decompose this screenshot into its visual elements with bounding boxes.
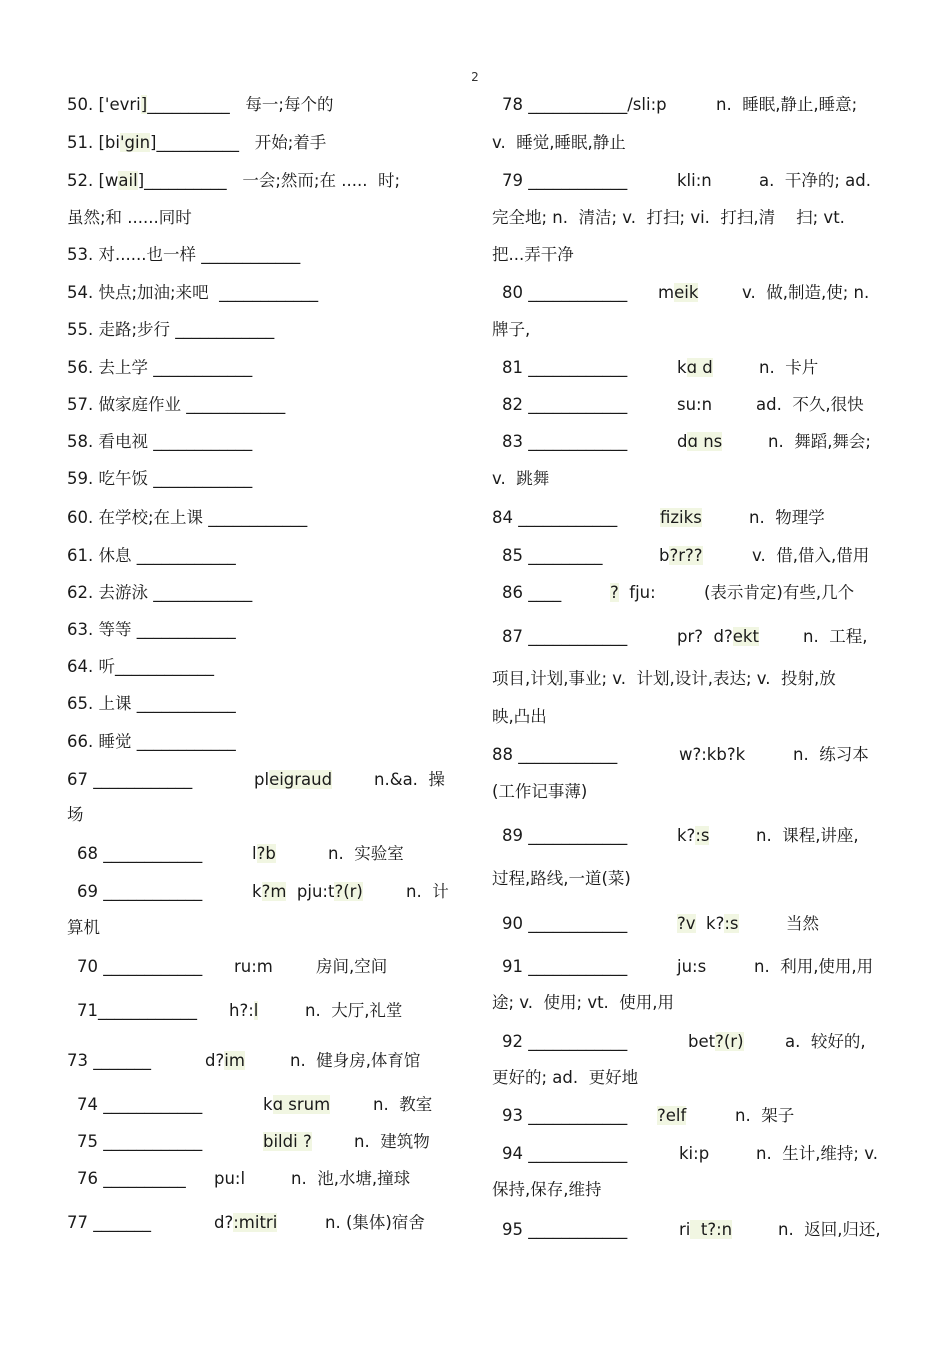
entry-71-phonetic: h?:l [229, 1001, 259, 1020]
entry-91-definition: n. 利用,使用,用 [754, 957, 874, 976]
entry-67-cont: 场 [67, 805, 84, 824]
entry-91-phonetic: ju:s [677, 957, 707, 976]
entry-94-cont: 保持,保存,维持 [492, 1180, 602, 1199]
entry-57: 57. 做家庭作业 ____________ [67, 395, 286, 414]
entry-55: 55. 走路;步行 ____________ [67, 320, 275, 339]
entry-59: 59. 吃午饭 ____________ [67, 469, 253, 488]
entry-70-definition: 房间,空间 [316, 957, 388, 976]
entry-65: 65. 上课 ____________ [67, 694, 236, 713]
entry-74-phonetic: kɑ srum [263, 1095, 331, 1114]
entry-77-number: 77 _______ [67, 1213, 151, 1232]
entry-85-phonetic: b?r?? [659, 546, 703, 565]
entry-75-definition: n. 建筑物 [354, 1132, 430, 1151]
entry-87-cont2: 映,凸出 [492, 707, 547, 726]
entry-52: 52. [wail]__________ 一会;然而;在 ..... 时; [67, 171, 401, 190]
entry-86-phonetic: ? fju: [610, 583, 656, 602]
entry-95-number: 95 ____________ [502, 1220, 628, 1239]
entry-60: 60. 在学校;在上课 ____________ [67, 508, 308, 527]
entry-92-number: 92 ____________ [502, 1032, 628, 1051]
entry-78-number: 78 ____________/sli:p [502, 95, 667, 114]
entry-93-definition: n. 架子 [735, 1106, 795, 1125]
entry-61: 61. 休息 ____________ [67, 546, 236, 565]
entry-95-phonetic: ri t?:n [679, 1220, 733, 1239]
entry-84-definition: n. 物理学 [749, 508, 825, 527]
entry-88-number: 88 ____________ [492, 745, 618, 764]
entry-87-phonetic: pr? d?ekt [677, 627, 759, 646]
entry-79-cont: 完全地; n. 清洁; v. 打扫; vi. 打扫,清 扫; vt. [492, 208, 845, 227]
entry-80-phonetic: meik [658, 283, 699, 302]
entry-87-number: 87 ____________ [502, 627, 628, 646]
entry-94-number: 94 ____________ [502, 1144, 628, 1163]
entry-88-cont: (工作记事薄) [492, 782, 588, 801]
entry-80-cont: 牌子, [492, 320, 531, 339]
entry-68-number: 68 ____________ [77, 844, 203, 863]
entry-67-definition: n.&a. 操 [374, 770, 445, 789]
entry-69-number: 69 ____________ [77, 882, 203, 901]
entry-89-number: 89 ____________ [502, 826, 628, 845]
entry-84-number: 84 ____________ [492, 508, 618, 527]
entry-93-number: 93 ____________ [502, 1106, 628, 1125]
entry-91-cont: 途; v. 使用; vt. 使用,用 [492, 993, 675, 1012]
entry-77-definition: n. (集体)宿舍 [325, 1213, 425, 1232]
entry-88-phonetic: w?:kb?k [679, 745, 746, 764]
entry-83-definition: n. 舞蹈,舞会; [768, 432, 871, 451]
entry-76-definition: n. 池,水塘,撞球 [291, 1169, 411, 1188]
entry-79-phonetic: kli:n [677, 171, 712, 190]
entry-81-number: 81 ____________ [502, 358, 628, 377]
entry-81-definition: n. 卡片 [759, 358, 819, 377]
entry-82-phonetic: su:n [677, 395, 713, 414]
entry-90-definition: 当然 [786, 914, 819, 933]
entry-82-number: 82 ____________ [502, 395, 628, 414]
entry-94-phonetic: ki:p [679, 1144, 710, 1163]
entry-83-number: 83 ____________ [502, 432, 628, 451]
entry-79-definition: a. 干净的; ad. [759, 171, 871, 190]
entry-95-definition: n. 返回,归还, [778, 1220, 881, 1239]
entry-69-cont: 算机 [67, 918, 100, 937]
entry-66: 66. 睡觉 ____________ [67, 732, 236, 751]
entry-56: 56. 去上学 ____________ [67, 358, 253, 377]
entry-91-number: 91 ____________ [502, 957, 628, 976]
entry-87-cont: 项目,计划,事业; v. 计划,设计,表达; v. 投射,放 [492, 669, 836, 688]
entry-75-number: 75 ____________ [77, 1132, 203, 1151]
entry-89-phonetic: k?:s [677, 826, 710, 845]
entry-71-number: 71____________ [77, 1001, 197, 1020]
entry-58: 58. 看电视 ____________ [67, 432, 253, 451]
entry-54: 54. 快点;加油;来吧 ____________ [67, 283, 319, 302]
entry-73-phonetic: d?im [205, 1051, 245, 1070]
entry-79-number: 79 ____________ [502, 171, 628, 190]
entry-83-cont: v. 跳舞 [492, 469, 550, 488]
entry-76-number: 76 __________ [77, 1169, 186, 1188]
entry-51: 51. [bi'gin]__________ 开始;着手 [67, 133, 327, 152]
entry-64: 64. 听____________ [67, 657, 214, 676]
entry-70-phonetic: ru:m [234, 957, 273, 976]
entry-74-number: 74 ____________ [77, 1095, 203, 1114]
entry-70-number: 70 ____________ [77, 957, 203, 976]
entry-90-phonetic: ?v k?:s [677, 914, 739, 933]
entry-82-definition: ad. 不久,很快 [756, 395, 864, 414]
entry-86-number: 86 ____ [502, 583, 562, 602]
entry-78-definition: n. 睡眠,静止,睡意; [716, 95, 858, 114]
entry-52-cont: 虽然;和 ......同时 [67, 208, 192, 227]
entry-73-number: 73 _______ [67, 1051, 151, 1070]
entry-69-definition: n. 计 [406, 882, 449, 901]
entry-80-definition: v. 做,制造,使; n. [742, 283, 870, 302]
entry-87-definition: n. 工程, [803, 627, 868, 646]
entry-73-definition: n. 健身房,体育馆 [290, 1051, 421, 1070]
entry-84-phonetic: fiziks [660, 508, 702, 527]
entry-67-phonetic: pleigraud [254, 770, 333, 789]
entry-89-definition: n. 课程,讲座, [756, 826, 859, 845]
entry-86-definition: (表示肯定)有些,几个 [704, 583, 855, 602]
entry-85-definition: v. 借,借入,借用 [752, 546, 870, 565]
entry-89-cont: 过程,路线,一道(菜) [492, 869, 631, 888]
entry-88-definition: n. 练习本 [793, 745, 869, 764]
entry-78-cont: v. 睡觉,睡眠,静止 [492, 133, 626, 152]
page-number: 2 [471, 70, 479, 84]
entry-76-phonetic: pu:l [214, 1169, 246, 1188]
entry-62: 62. 去游泳 ____________ [67, 583, 253, 602]
entry-77-phonetic: d?:mitri [214, 1213, 278, 1232]
entry-85-number: 85 _________ [502, 546, 603, 565]
entry-68-definition: n. 实验室 [328, 844, 404, 863]
entry-50: 50. ['evri]__________ 每一;每个的 [67, 95, 334, 114]
entry-93-phonetic: ?elf [657, 1106, 687, 1125]
entry-81-phonetic: kɑ d [677, 358, 713, 377]
entry-74-definition: n. 教室 [373, 1095, 433, 1114]
entry-69-phonetic: k?m pju:t?(r) [252, 882, 363, 901]
entry-75-phonetic: bildi ? [263, 1132, 312, 1151]
entry-68-phonetic: l?b [252, 844, 276, 863]
entry-83-phonetic: dɑ ns [677, 432, 723, 451]
entry-79-cont2: 把...弄干净 [492, 245, 574, 264]
entry-63: 63. 等等 ____________ [67, 620, 236, 639]
entry-92-definition: a. 较好的, [785, 1032, 866, 1051]
entry-71-definition: n. 大厅,礼堂 [305, 1001, 403, 1020]
entry-94-definition: n. 生计,维持; v. [756, 1144, 878, 1163]
entry-92-cont: 更好的; ad. 更好地 [492, 1068, 639, 1087]
entry-53: 53. 对......也一样 ____________ [67, 245, 301, 264]
entry-67-number: 67 ____________ [67, 770, 193, 789]
entry-92-phonetic: bet?(r) [688, 1032, 744, 1051]
entry-80-number: 80 ____________ [502, 283, 628, 302]
entry-90-number: 90 ____________ [502, 914, 628, 933]
